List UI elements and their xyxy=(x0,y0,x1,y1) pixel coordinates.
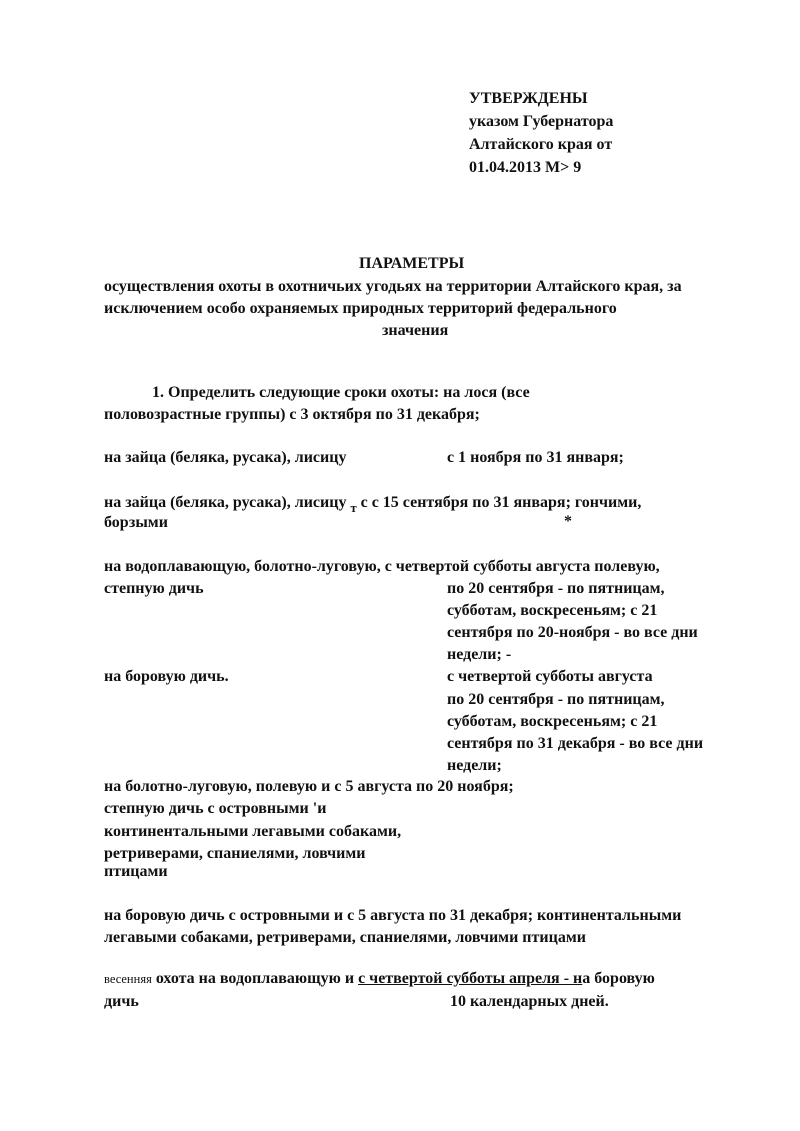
paragraph-line xyxy=(104,492,641,514)
paragraph-line: ретриверами, спаниелями, ловчими xyxy=(104,845,366,862)
paragraph-text: а боровую xyxy=(582,970,655,987)
paragraph-line: субботам, воскресеньям; с 21 xyxy=(447,713,658,730)
paragraph-line: степную дичь с островными 'и xyxy=(104,800,327,817)
footnote-mark: т xyxy=(350,501,357,515)
paragraph-text: на зайца (беляка, русака), лисицу xyxy=(104,494,347,511)
paragraph-line: недели; - xyxy=(447,646,512,663)
paragraph-line: субботам, воскресеньям; с 21 xyxy=(447,602,658,619)
document-title: ПАРАМЕТРЫ xyxy=(359,255,465,272)
paragraph-line: на боровую дичь с островными и с 5 августа по 31 декабря; континентальными xyxy=(104,907,682,924)
approval-line: Алтайского края от xyxy=(469,136,613,153)
paragraph-line: на боровую дичь. xyxy=(104,668,229,685)
approval-date: 01.04.2013 М> 9 xyxy=(469,159,582,176)
document-subtitle: значения xyxy=(382,322,449,339)
paragraph-line: континентальными легавыми собаками, xyxy=(104,823,402,840)
paragraph-text: охота на водоплавающую и xyxy=(155,970,355,987)
paragraph-line: на зайца (беляка, русака), лисицу xyxy=(104,449,347,466)
paragraph-line: на водоплавающую, болотно-луговую, с четвертой субботы августа полевую, xyxy=(104,558,660,575)
paragraph-line: по 20 сентября - по пятницам, xyxy=(447,580,665,597)
paragraph-text: весенняя xyxy=(104,972,152,986)
paragraph-line: сентября по 20-ноября - во все дни xyxy=(447,624,698,641)
paragraph-line: 1. Определить следующие сроки охоты: на лося (все xyxy=(152,384,530,401)
document-subtitle: исключением особо охраняемых природных территорий федерального xyxy=(104,300,617,317)
paragraph-line: 10 календарных дней. xyxy=(450,993,609,1010)
paragraph-line: с 1 ноября по 31 января; xyxy=(447,449,624,466)
paragraph-line: дичь xyxy=(104,993,139,1010)
paragraph-line xyxy=(104,968,655,990)
approval-line: указом Губернатора xyxy=(469,113,614,130)
paragraph-line: недели; xyxy=(447,757,502,774)
document-subtitle: осуществления охоты в охотничьих угодьях на территории Алтайского края, за xyxy=(104,278,682,295)
paragraph-line: борзыми xyxy=(104,514,168,531)
paragraph-line: птицами xyxy=(104,863,168,880)
paragraph-line: легавыми собаками, ретриверами, спаниелями, ловчими птицами xyxy=(104,929,586,946)
paragraph-line: с четвертой субботы августа xyxy=(447,668,653,685)
paragraph-line: степную дичь xyxy=(104,580,204,597)
paragraph-text: с с 15 сентября по 31 января; гончими, xyxy=(360,494,642,511)
approval-title: УТВЕРЖДЕНЫ xyxy=(469,90,588,107)
paragraph-line: половозрастные группы) с 3 октября по 31 декабря; xyxy=(104,406,480,423)
paragraph-line: на болотно-луговую, полевую и с 5 августа по 20 ноября; xyxy=(104,778,514,795)
paragraph-line: по 20 сентября - по пятницам, xyxy=(447,691,665,708)
asterisk-mark: * xyxy=(564,513,572,530)
underlined-text: с четвертой субботы апреля - н xyxy=(358,970,583,987)
paragraph-line: сентября по 31 декабря - во все дни xyxy=(447,735,704,752)
